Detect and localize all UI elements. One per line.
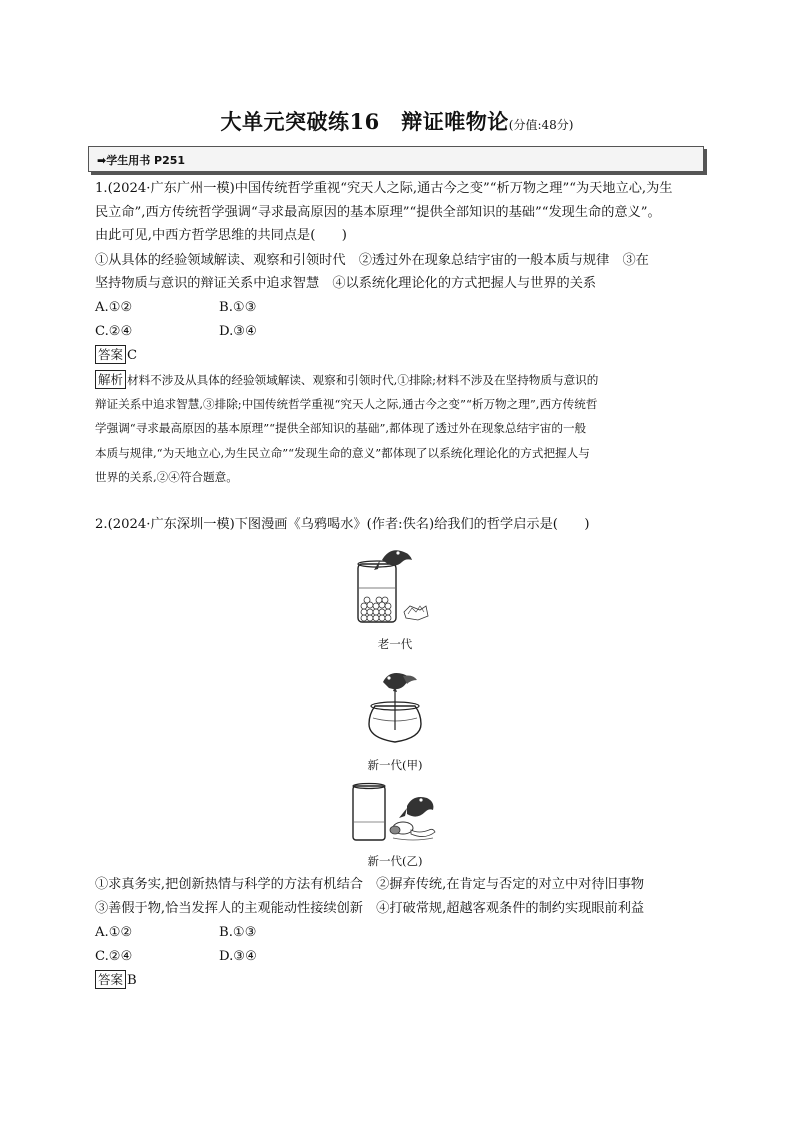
cartoon-old-generation-image [348, 546, 438, 626]
banner-text: ➡学生用书 P251 [97, 154, 186, 167]
caption-new-generation-a: 新一代(甲) [367, 758, 423, 772]
caption-new-generation-b: 新一代(乙) [367, 854, 423, 868]
q1-option-a: A.①② [95, 300, 133, 315]
cartoon-new-generation-a-image [355, 668, 435, 748]
cartoon-new-generation-b-image [345, 782, 445, 844]
q1-analysis-text-1: 材料不涉及从具体的经验领域解读、观察和引领时代,①排除;材料不涉及在坚持物质与意识的 [127, 373, 599, 387]
q1-option-d: D.③④ [219, 324, 257, 339]
page-title [0, 106, 794, 136]
q2-answer-value: B [127, 973, 137, 988]
q1-analysis-line-3: 学强调“寻求最高原因的基本原理”“提供全部知识的基础”,都体现了透过外在现象总结宇宙的一般 [95, 421, 587, 435]
q2-option-d: D.③④ [219, 949, 257, 964]
q2-option-b: B.①③ [219, 925, 257, 940]
title-text: 大单元突破练16 辩证唯物论 [220, 109, 509, 134]
caption-old-generation: 老一代 [377, 637, 413, 651]
q1-line-5: 坚持物质与意识的辩证关系中追求智慧 ④以系统化理论化的方式把握人与世界的关系 [95, 276, 597, 291]
q1-line-2: 民立命”,西方传统哲学强调“寻求最高原因的基本原理”“提供全部知识的基础”“发现生命的意义”。 [95, 205, 661, 220]
q1-analysis-line-2: 辩证关系中追求智慧,③排除;中国传统哲学重视“究天人之际,通古今之变”“析万物之理”,西方传统哲 [95, 397, 598, 411]
q1-analysis-line-4: 本质与规律,“为天地立心,为生民立命”“发现生命的意义”都体现了以系统化理论化的方式把握人与 [95, 446, 590, 460]
q2-answer-tag: 答案 [95, 970, 126, 989]
q1-answer [95, 345, 137, 367]
q2-option-c: C.②④ [95, 949, 133, 964]
score-text: (分值:48分) [508, 118, 574, 132]
q2-answer [95, 970, 137, 992]
section-banner [88, 146, 704, 172]
q2-option-a: A.①② [95, 925, 133, 940]
q1-line-4: ①从具体的经验领域解读、观察和引领时代 ②透过外在现象总结宇宙的一般本质与规律 ③在 [95, 253, 649, 268]
q1-line-1: 1.(2024·广东广州一模)中国传统哲学重视“究天人之际,通古今之变”“析万物之理”“为天地立心,为生 [95, 181, 673, 196]
q1-option-c: C.②④ [95, 324, 133, 339]
q1-analysis-line-1 [95, 368, 598, 392]
q1-analysis-tag: 解析 [95, 370, 126, 389]
q2-statements-line-1: ①求真务实,把创新热情与科学的方法有机结合 ②摒弃传统,在肯定与否定的对立中对待旧事物 [95, 877, 645, 892]
q2-statements-line-2: ③善假于物,恰当发挥人的主观能动性接续创新 ④打破常规,超越客观条件的制约实现眼前利益 [95, 901, 645, 916]
q1-answer-value: C [127, 348, 138, 363]
q2-stem: 2.(2024·广东深圳一模)下图漫画《乌鸦喝水》(作者:佚名)给我们的哲学启示是( ) [95, 517, 590, 532]
q1-option-b: B.①③ [219, 300, 257, 315]
q1-answer-tag: 答案 [95, 345, 126, 364]
q1-analysis-line-5: 世界的关系,②④符合题意。 [95, 470, 238, 484]
q1-line-3: 由此可见,中西方哲学思维的共同点是( ) [95, 228, 347, 243]
